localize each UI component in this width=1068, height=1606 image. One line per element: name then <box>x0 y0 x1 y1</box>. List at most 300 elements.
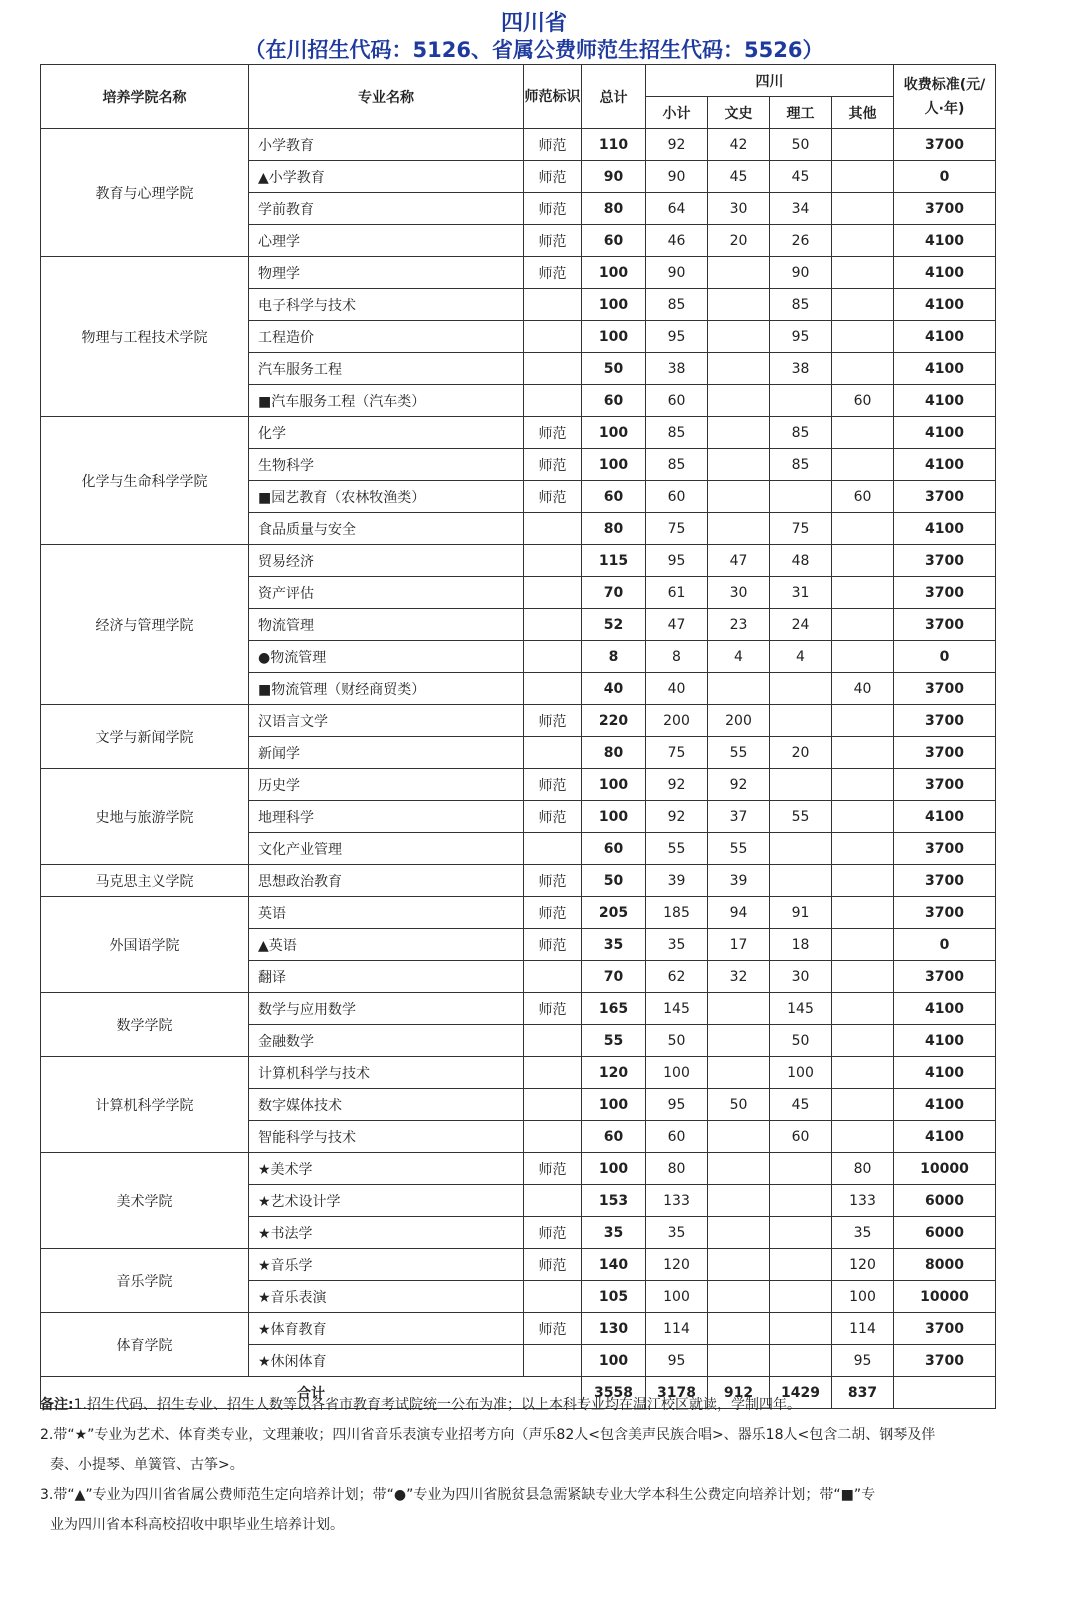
totals-arts: 912 <box>708 1377 770 1409</box>
teacher-flag: 师范 <box>524 1249 582 1281</box>
sci-count: 85 <box>770 449 832 481</box>
enrollment-table <box>40 64 996 1409</box>
other-count <box>832 641 894 673</box>
totals-sci: 1429 <box>770 1377 832 1409</box>
arts-count: 23 <box>708 609 770 641</box>
college-name: 外国语学院 <box>41 897 249 993</box>
total-count: 100 <box>582 289 646 321</box>
major-name: ▲小学教育 <box>249 161 524 193</box>
totals-label: 合计 <box>41 1377 582 1409</box>
total-count: 60 <box>582 481 646 513</box>
table-row <box>41 993 996 1025</box>
other-count <box>832 1057 894 1089</box>
total-count: 120 <box>582 1057 646 1089</box>
other-count: 35 <box>832 1217 894 1249</box>
fee-value: 3700 <box>894 737 996 769</box>
sci-count: 26 <box>770 225 832 257</box>
college-name: 经济与管理学院 <box>41 545 249 705</box>
sci-count <box>770 705 832 737</box>
sub-count: 60 <box>646 481 708 513</box>
sci-count: 18 <box>770 929 832 961</box>
sub-count: 114 <box>646 1313 708 1345</box>
teacher-flag: 师范 <box>524 705 582 737</box>
sub-count: 92 <box>646 129 708 161</box>
arts-count <box>708 1121 770 1153</box>
totals-total: 3558 <box>582 1377 646 1409</box>
major-name: 历史学 <box>249 769 524 801</box>
table-row <box>41 897 996 929</box>
major-name: ★音乐表演 <box>249 1281 524 1313</box>
arts-count <box>708 449 770 481</box>
other-count: 80 <box>832 1153 894 1185</box>
fee-value: 6000 <box>894 1217 996 1249</box>
total-count: 130 <box>582 1313 646 1345</box>
other-count <box>832 577 894 609</box>
fee-value: 4100 <box>894 257 996 289</box>
fee-value: 3700 <box>894 129 996 161</box>
total-count: 153 <box>582 1185 646 1217</box>
major-name: ★休闲体育 <box>249 1345 524 1377</box>
fee-value: 10000 <box>894 1281 996 1313</box>
arts-count <box>708 1345 770 1377</box>
sub-count: 95 <box>646 1089 708 1121</box>
major-name: 物理学 <box>249 257 524 289</box>
sci-count: 45 <box>770 161 832 193</box>
major-name: 思想政治教育 <box>249 865 524 897</box>
major-name: ★书法学 <box>249 1217 524 1249</box>
other-count <box>832 161 894 193</box>
major-name: 汽车服务工程 <box>249 353 524 385</box>
arts-count: 94 <box>708 897 770 929</box>
sci-count: 90 <box>770 257 832 289</box>
teacher-flag: 师范 <box>524 481 582 513</box>
major-name: ★音乐学 <box>249 1249 524 1281</box>
table-row <box>41 865 996 897</box>
sci-count <box>770 1249 832 1281</box>
sci-count: 31 <box>770 577 832 609</box>
teacher-flag: 师范 <box>524 897 582 929</box>
total-count: 115 <box>582 545 646 577</box>
sub-count: 40 <box>646 673 708 705</box>
sci-count: 4 <box>770 641 832 673</box>
fee-value: 3700 <box>894 193 996 225</box>
sci-count: 85 <box>770 417 832 449</box>
other-count <box>832 545 894 577</box>
total-count: 205 <box>582 897 646 929</box>
notes-label: 备注: <box>40 1397 74 1413</box>
fee-value: 4100 <box>894 993 996 1025</box>
other-count <box>832 257 894 289</box>
sub-count: 55 <box>646 833 708 865</box>
teacher-flag: 师范 <box>524 769 582 801</box>
teacher-flag: 师范 <box>524 801 582 833</box>
major-name: ■汽车服务工程（汽车类） <box>249 385 524 417</box>
note-1: 1.招生代码、招生专业、招生人数等以各省市教育考试院统一公布为准；以上本科专业均在温江校区就读，学制四年。 <box>73 1397 801 1413</box>
major-name: 心理学 <box>249 225 524 257</box>
teacher-flag <box>524 673 582 705</box>
other-count: 40 <box>832 673 894 705</box>
arts-count <box>708 1249 770 1281</box>
college-name: 体育学院 <box>41 1313 249 1377</box>
arts-count <box>708 1217 770 1249</box>
sub-count: 90 <box>646 257 708 289</box>
arts-count: 17 <box>708 929 770 961</box>
total-count: 50 <box>582 865 646 897</box>
fee-value: 4100 <box>894 513 996 545</box>
other-count <box>832 705 894 737</box>
page-subtitle: （在川招生代码：5126、省属公费师范生招生代码：5526） <box>244 38 824 62</box>
header-total: 总计 <box>582 65 646 129</box>
teacher-flag: 师范 <box>524 1153 582 1185</box>
sub-count: 200 <box>646 705 708 737</box>
major-name: ★美术学 <box>249 1153 524 1185</box>
sub-count: 85 <box>646 417 708 449</box>
teacher-flag: 师范 <box>524 417 582 449</box>
fee-value: 4100 <box>894 353 996 385</box>
major-name: 金融数学 <box>249 1025 524 1057</box>
teacher-flag <box>524 1185 582 1217</box>
fee-value: 3700 <box>894 1313 996 1345</box>
sub-count: 100 <box>646 1057 708 1089</box>
sci-count <box>770 673 832 705</box>
fee-value: 3700 <box>894 705 996 737</box>
fee-value: 0 <box>894 161 996 193</box>
sci-count: 20 <box>770 737 832 769</box>
total-count: 52 <box>582 609 646 641</box>
fee-value: 3700 <box>894 769 996 801</box>
teacher-flag <box>524 513 582 545</box>
arts-count <box>708 257 770 289</box>
sub-count: 35 <box>646 929 708 961</box>
fee-value: 4100 <box>894 385 996 417</box>
sub-count: 95 <box>646 1345 708 1377</box>
teacher-flag <box>524 1089 582 1121</box>
header-teacher: 师范标识 <box>524 65 582 129</box>
fee-value: 4100 <box>894 417 996 449</box>
totals-sub: 3178 <box>646 1377 708 1409</box>
total-count: 8 <box>582 641 646 673</box>
teacher-flag <box>524 385 582 417</box>
other-count: 95 <box>832 1345 894 1377</box>
fee-value: 3700 <box>894 1345 996 1377</box>
other-count <box>832 961 894 993</box>
table-row <box>41 545 996 577</box>
teacher-flag <box>524 1025 582 1057</box>
total-count: 110 <box>582 129 646 161</box>
fee-value: 3700 <box>894 609 996 641</box>
sub-count: 145 <box>646 993 708 1025</box>
major-name: 地理科学 <box>249 801 524 833</box>
header-college: 培养学院名称 <box>41 65 249 129</box>
teacher-flag <box>524 289 582 321</box>
table-row <box>41 1153 996 1185</box>
sci-count <box>770 1217 832 1249</box>
header-major: 专业名称 <box>249 65 524 129</box>
total-count: 100 <box>582 769 646 801</box>
teacher-flag <box>524 545 582 577</box>
sub-count: 185 <box>646 897 708 929</box>
college-name: 数学学院 <box>41 993 249 1057</box>
college-name: 化学与生命科学学院 <box>41 417 249 545</box>
teacher-flag: 师范 <box>524 161 582 193</box>
fee-value: 4100 <box>894 289 996 321</box>
sci-count: 50 <box>770 129 832 161</box>
total-count: 70 <box>582 961 646 993</box>
teacher-flag: 师范 <box>524 865 582 897</box>
teacher-flag <box>524 1345 582 1377</box>
fee-value: 3700 <box>894 673 996 705</box>
fee-value: 3700 <box>894 833 996 865</box>
sub-count: 120 <box>646 1249 708 1281</box>
other-count <box>832 193 894 225</box>
totals-other: 837 <box>832 1377 894 1409</box>
total-count: 60 <box>582 225 646 257</box>
other-count: 120 <box>832 1249 894 1281</box>
major-name: 新闻学 <box>249 737 524 769</box>
major-name: 食品质量与安全 <box>249 513 524 545</box>
arts-count: 45 <box>708 161 770 193</box>
sci-count: 95 <box>770 321 832 353</box>
total-count: 80 <box>582 513 646 545</box>
arts-count: 42 <box>708 129 770 161</box>
fee-value: 4100 <box>894 801 996 833</box>
header-sichuan: 四川 <box>646 65 894 97</box>
note-2a: 2.带“★”专业为艺术、体育类专业，文理兼收；四川省音乐表演专业招考方向（声乐82人<包含美声民族合唱>、器乐18人<包含二胡、钢琴及伴 <box>40 1427 936 1443</box>
header-other: 其他 <box>832 97 894 129</box>
teacher-flag: 师范 <box>524 993 582 1025</box>
arts-count: 30 <box>708 193 770 225</box>
note-2b: 奏、小提琴、单簧管、古筝>。 <box>50 1457 244 1473</box>
major-name: 化学 <box>249 417 524 449</box>
major-name: 智能科学与技术 <box>249 1121 524 1153</box>
teacher-flag <box>524 1121 582 1153</box>
major-name: 英语 <box>249 897 524 929</box>
sub-count: 90 <box>646 161 708 193</box>
other-count: 100 <box>832 1281 894 1313</box>
sub-count: 39 <box>646 865 708 897</box>
arts-count: 4 <box>708 641 770 673</box>
total-count: 100 <box>582 1345 646 1377</box>
other-count <box>832 897 894 929</box>
arts-count <box>708 1025 770 1057</box>
major-name: 翻译 <box>249 961 524 993</box>
other-count <box>832 353 894 385</box>
fee-value: 4100 <box>894 449 996 481</box>
other-count <box>832 417 894 449</box>
table-row <box>41 705 996 737</box>
total-count: 55 <box>582 1025 646 1057</box>
major-name: 汉语言文学 <box>249 705 524 737</box>
total-count: 60 <box>582 1121 646 1153</box>
major-name: ★体育教育 <box>249 1313 524 1345</box>
fee-value: 4100 <box>894 1089 996 1121</box>
arts-count <box>708 321 770 353</box>
notes <box>40 1390 1025 1540</box>
college-name: 物理与工程技术学院 <box>41 257 249 417</box>
sub-count: 46 <box>646 225 708 257</box>
sci-count: 55 <box>770 801 832 833</box>
sub-count: 62 <box>646 961 708 993</box>
teacher-flag: 师范 <box>524 1313 582 1345</box>
arts-count: 50 <box>708 1089 770 1121</box>
sci-count <box>770 769 832 801</box>
teacher-flag <box>524 577 582 609</box>
total-count: 100 <box>582 449 646 481</box>
other-count <box>832 513 894 545</box>
arts-count: 30 <box>708 577 770 609</box>
other-count <box>832 129 894 161</box>
total-count: 105 <box>582 1281 646 1313</box>
table-row <box>41 1313 996 1345</box>
sub-count: 85 <box>646 449 708 481</box>
fee-value: 3700 <box>894 481 996 513</box>
total-count: 90 <box>582 161 646 193</box>
other-count <box>832 929 894 961</box>
table-row <box>41 417 996 449</box>
major-name: 文化产业管理 <box>249 833 524 865</box>
fee-value: 10000 <box>894 1153 996 1185</box>
teacher-flag: 师范 <box>524 225 582 257</box>
sub-count: 133 <box>646 1185 708 1217</box>
note-3a: 3.带“▲”专业为四川省省属公费师范生定向培养计划；带“●”专业为四川省脱贫县急需紧缺专业大学本科生公费定向培养计划；带“■”专 <box>40 1487 876 1503</box>
total-count: 100 <box>582 417 646 449</box>
fee-value: 8000 <box>894 1249 996 1281</box>
sci-count <box>770 1185 832 1217</box>
other-count <box>832 769 894 801</box>
sub-count: 47 <box>646 609 708 641</box>
sci-count: 100 <box>770 1057 832 1089</box>
sub-count: 75 <box>646 737 708 769</box>
major-name: 生物科学 <box>249 449 524 481</box>
fee-value: 4100 <box>894 321 996 353</box>
total-count: 40 <box>582 673 646 705</box>
sci-count: 38 <box>770 353 832 385</box>
teacher-flag <box>524 1057 582 1089</box>
arts-count: 39 <box>708 865 770 897</box>
teacher-flag: 师范 <box>524 193 582 225</box>
arts-count: 55 <box>708 833 770 865</box>
sub-count: 95 <box>646 321 708 353</box>
sub-count: 92 <box>646 801 708 833</box>
teacher-flag: 师范 <box>524 929 582 961</box>
college-name: 教育与心理学院 <box>41 129 249 257</box>
teacher-flag <box>524 609 582 641</box>
sci-count: 60 <box>770 1121 832 1153</box>
teacher-flag <box>524 321 582 353</box>
sci-count: 145 <box>770 993 832 1025</box>
sci-count: 50 <box>770 1025 832 1057</box>
teacher-flag <box>524 1281 582 1313</box>
fee-value: 0 <box>894 641 996 673</box>
arts-count <box>708 417 770 449</box>
sci-count <box>770 1345 832 1377</box>
table-row <box>41 129 996 161</box>
arts-count: 32 <box>708 961 770 993</box>
arts-count: 47 <box>708 545 770 577</box>
teacher-flag: 师范 <box>524 129 582 161</box>
sci-count: 48 <box>770 545 832 577</box>
major-name: ★艺术设计学 <box>249 1185 524 1217</box>
total-count: 80 <box>582 193 646 225</box>
fee-value: 6000 <box>894 1185 996 1217</box>
sub-count: 75 <box>646 513 708 545</box>
header-arts: 文史 <box>708 97 770 129</box>
teacher-flag: 师范 <box>524 1217 582 1249</box>
other-count: 60 <box>832 385 894 417</box>
fee-value: 3700 <box>894 545 996 577</box>
major-name: 数学与应用数学 <box>249 993 524 1025</box>
arts-count <box>708 289 770 321</box>
major-name: ■园艺教育（农林牧渔类） <box>249 481 524 513</box>
sub-count: 85 <box>646 289 708 321</box>
fee-value: 3700 <box>894 897 996 929</box>
teacher-flag <box>524 641 582 673</box>
fee-value: 4100 <box>894 225 996 257</box>
other-count: 114 <box>832 1313 894 1345</box>
sci-count: 85 <box>770 289 832 321</box>
arts-count <box>708 1185 770 1217</box>
total-count: 35 <box>582 929 646 961</box>
other-count <box>832 1121 894 1153</box>
total-count: 100 <box>582 257 646 289</box>
major-name: ▲英语 <box>249 929 524 961</box>
arts-count <box>708 513 770 545</box>
other-count <box>832 737 894 769</box>
fee-value: 4100 <box>894 1121 996 1153</box>
other-count <box>832 993 894 1025</box>
table-row <box>41 1057 996 1089</box>
arts-count <box>708 1313 770 1345</box>
total-count: 100 <box>582 801 646 833</box>
arts-count <box>708 673 770 705</box>
total-count: 100 <box>582 1153 646 1185</box>
sub-count: 60 <box>646 385 708 417</box>
major-name: 资产评估 <box>249 577 524 609</box>
fee-value: 4100 <box>894 1057 996 1089</box>
teacher-flag <box>524 833 582 865</box>
fee-value: 3700 <box>894 865 996 897</box>
sci-count: 75 <box>770 513 832 545</box>
page-title: 四川省 <box>500 11 567 36</box>
arts-count <box>708 1281 770 1313</box>
table-row <box>41 769 996 801</box>
total-count: 165 <box>582 993 646 1025</box>
college-name: 音乐学院 <box>41 1249 249 1313</box>
total-count: 70 <box>582 577 646 609</box>
sci-count <box>770 1281 832 1313</box>
arts-count: 37 <box>708 801 770 833</box>
sub-count: 35 <box>646 1217 708 1249</box>
total-count: 60 <box>582 833 646 865</box>
sci-count <box>770 865 832 897</box>
college-name: 计算机科学学院 <box>41 1057 249 1153</box>
other-count <box>832 321 894 353</box>
fee-value: 3700 <box>894 961 996 993</box>
header-sub: 小计 <box>646 97 708 129</box>
major-name: 数字媒体技术 <box>249 1089 524 1121</box>
major-name: 学前教育 <box>249 193 524 225</box>
total-count: 220 <box>582 705 646 737</box>
sub-count: 80 <box>646 1153 708 1185</box>
other-count <box>832 225 894 257</box>
college-name: 马克思主义学院 <box>41 865 249 897</box>
total-count: 50 <box>582 353 646 385</box>
major-name: 小学教育 <box>249 129 524 161</box>
major-name: 工程造价 <box>249 321 524 353</box>
arts-count <box>708 353 770 385</box>
total-count: 80 <box>582 737 646 769</box>
sci-count <box>770 481 832 513</box>
